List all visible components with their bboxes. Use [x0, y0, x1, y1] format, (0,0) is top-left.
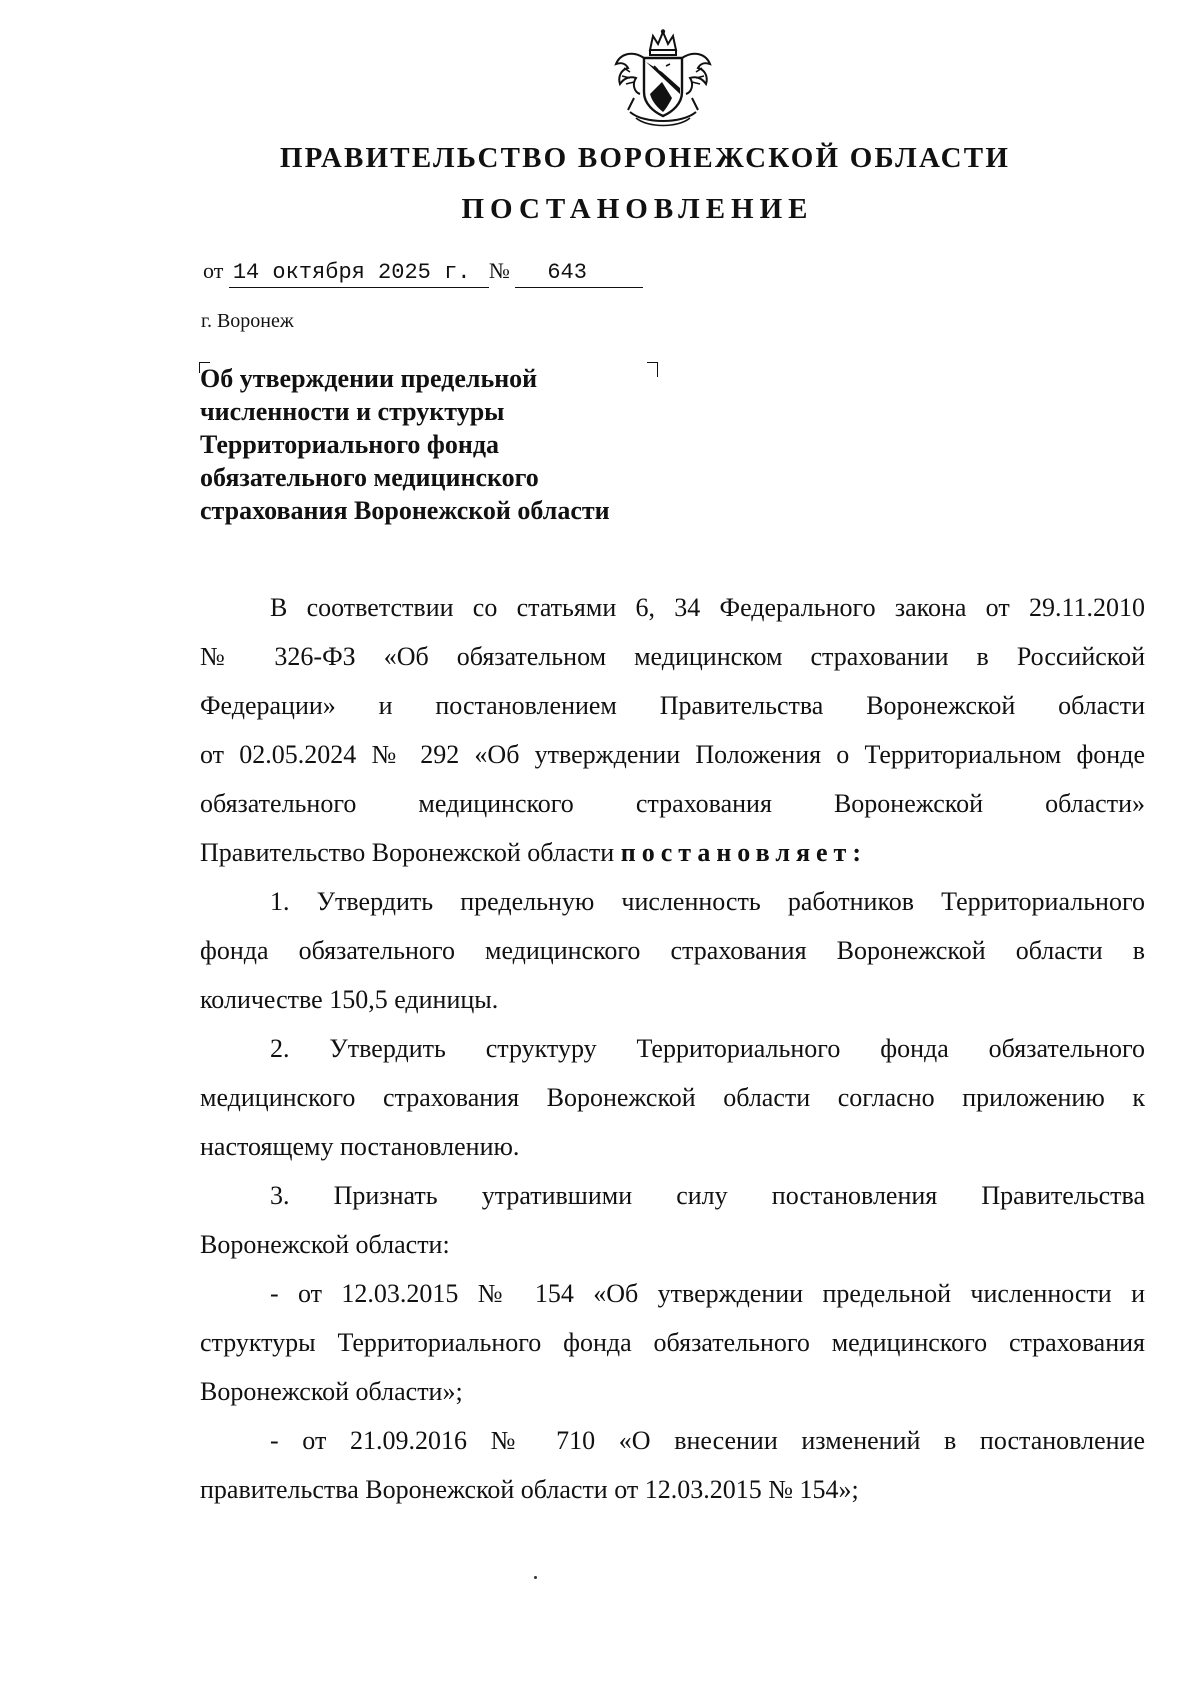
subitem-1-line: структуры Территориального фонда обязательного медицинского страхования — [200, 1328, 1145, 1357]
from-label: от — [203, 258, 224, 283]
decree-colon: : — [852, 838, 867, 867]
subject-line: Об утверждении предельной — [200, 364, 538, 393]
subitem-2-line: - от 21.09.2016 № 710 «О внесении изменений в постановление — [270, 1426, 1145, 1455]
item-2-line: 2. Утвердить структуру Территориального фонда обязательного — [270, 1034, 1145, 1063]
issue-date: 14 октября 2025 г. — [229, 260, 489, 288]
document-type-title: ПОСТАНОВЛЕНИЕ — [461, 193, 814, 225]
page-dot-mark — [534, 1576, 537, 1579]
subitem-1-line: - от 12.03.2015 № 154 «Об утверждении предельной численности и — [270, 1279, 1145, 1308]
decree-line — [200, 828, 1145, 877]
preamble-line: Федерации» и постановлением Правительства Воронежской области — [200, 691, 1145, 720]
document-number: 643 — [515, 260, 643, 288]
item-3-line: Воронежской области: — [200, 1230, 450, 1259]
subject-line: Территориального фонда — [200, 430, 499, 459]
item-2-line: медицинского страхования Воронежской области согласно приложению к — [200, 1083, 1145, 1112]
subitem-1-line: Воронежской области»; — [200, 1377, 463, 1406]
subject-line: обязательного медицинского — [200, 463, 539, 492]
number-label: № — [488, 258, 510, 283]
subject-line: страхования Воронежской области — [200, 496, 610, 525]
item-1-line: фонда обязательного медицинского страхования Воронежской области в — [200, 936, 1145, 965]
preamble-line: от 02.05.2024 № 292 «Об утверждении Положения о Территориальном фонде — [200, 740, 1145, 769]
coat-of-arms-emblem — [610, 28, 716, 134]
government-title: ПРАВИТЕЛЬСТВО ВОРОНЕЖСКОЙ ОБЛАСТИ — [279, 142, 1011, 174]
preamble-line: № 326-ФЗ «Об обязательном медицинском страховании в Российской — [200, 642, 1145, 671]
preamble-line: обязательного медицинского страхования Воронежской области» — [200, 789, 1145, 818]
subject-line: численности и структуры — [200, 397, 505, 426]
preamble-end: Правительство Воронежской области — [200, 838, 615, 867]
preamble-line: В соответствии со статьями 6, 34 Федерального закона от 29.11.2010 — [270, 593, 1145, 622]
item-1-line: 1. Утвердить предельную численность работников Территориального — [270, 887, 1145, 916]
city-label: г. Воронеж — [201, 310, 294, 332]
item-1-line: количестве 150,5 единицы. — [200, 985, 499, 1014]
decree-word: постановляет — [620, 838, 853, 867]
subitem-2-line: правительства Воронежской области от 12.03.2015 № 154»; — [200, 1475, 859, 1504]
item-3-line: 3. Признать утратившими силу постановления Правительства — [270, 1181, 1145, 1210]
issue-line — [203, 258, 643, 288]
document-body — [200, 583, 1145, 1514]
item-2-line: настоящему постановлению. — [200, 1132, 520, 1161]
document-subject — [200, 362, 670, 527]
